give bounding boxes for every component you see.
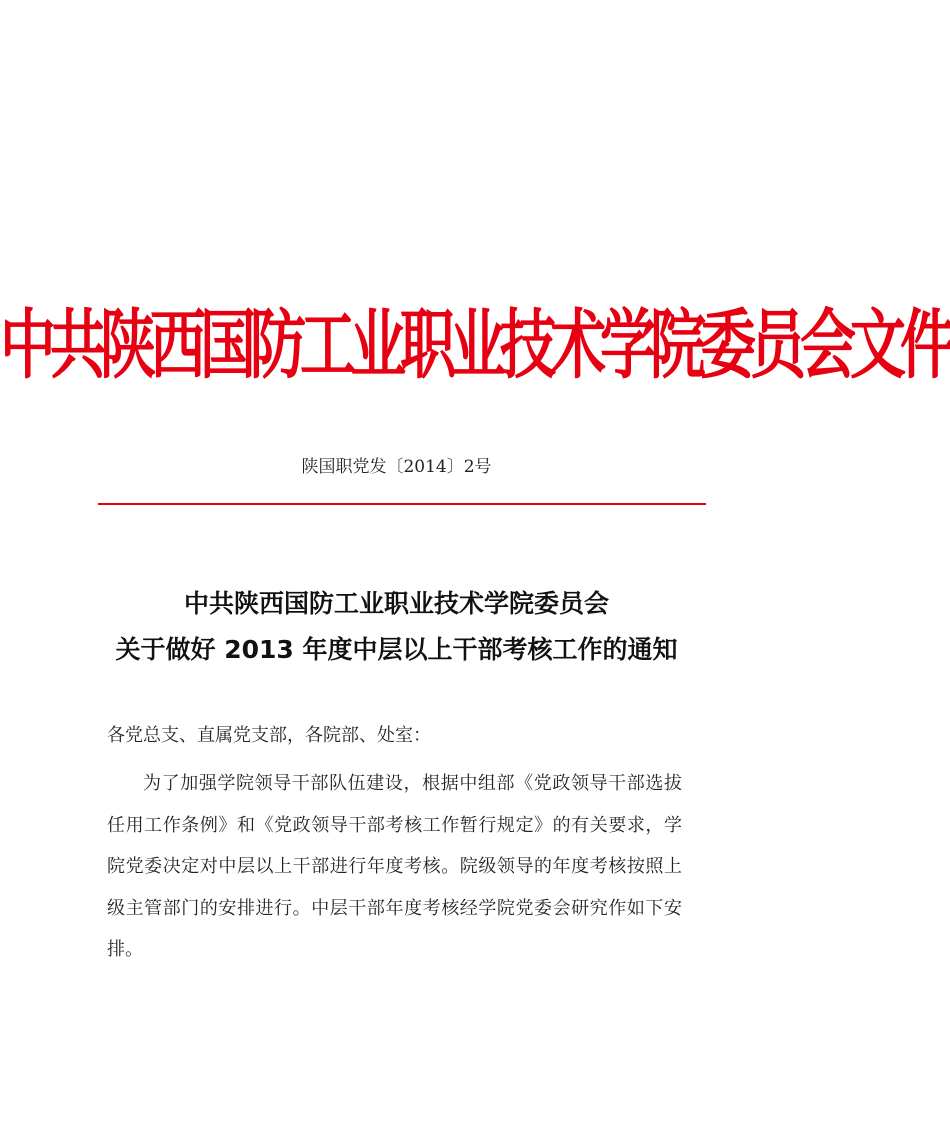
body-paragraph bbox=[107, 763, 682, 971]
salutation: 各党总支、直属党支部，各院部、处室： bbox=[107, 725, 431, 746]
paragraph-text: 为了加强学院领导干部队伍建设，根据中组部《党政领导干部选拔任用工作条例》和《党政领导干部考核工作暂行规定》的有关要求，学院党委决定对中层以上干部进行年度考核。院级领导的年度考核按照上级主管部门的安排进行。中层干部年度考核经学院党委会研究作如下安排。 bbox=[107, 773, 682, 960]
red-divider-line bbox=[98, 503, 706, 505]
document-title-line-2: 关于做好 2013 年度中层以上干部考核工作的通知 bbox=[115, 635, 678, 664]
document-number: 陕国职党发〔2014〕2号 bbox=[301, 457, 492, 477]
issuer-banner: 中共陕西国防工业职业技术学院委员会文件 bbox=[0, 302, 950, 390]
document-title-line-1: 中共陕西国防工业职业技术学院委员会 bbox=[183, 589, 609, 618]
